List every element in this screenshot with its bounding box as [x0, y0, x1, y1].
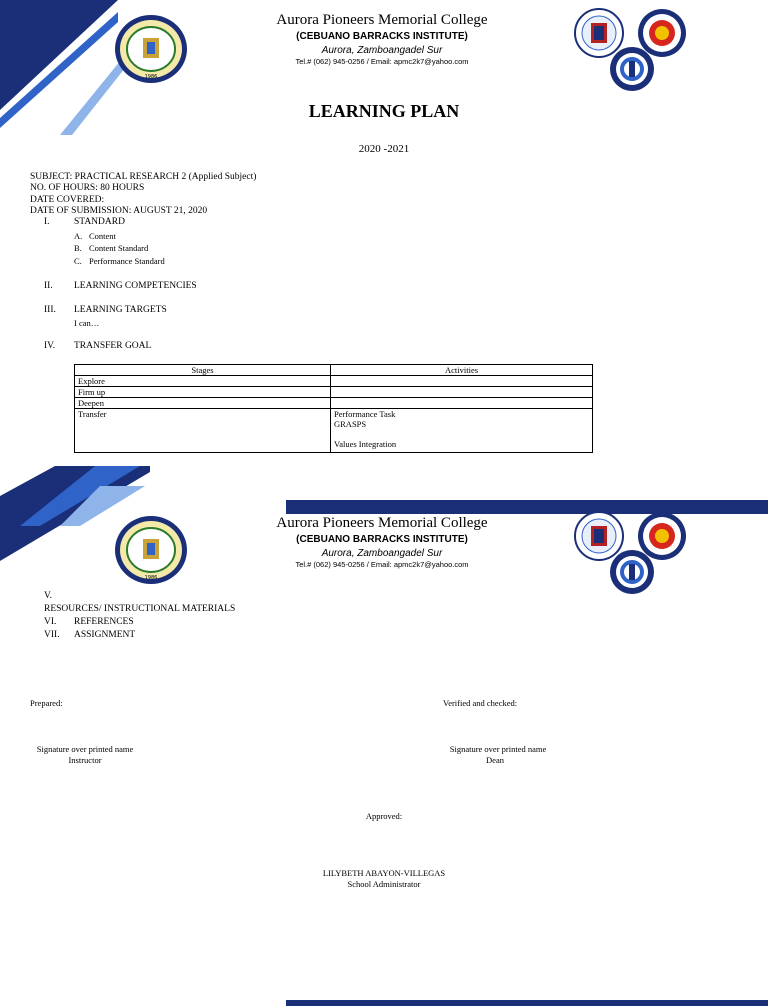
activity-cell: [331, 387, 593, 398]
table-row: [75, 398, 593, 409]
activity-line: Values Integration: [334, 439, 397, 449]
activity-line: Performance Task: [334, 409, 396, 419]
prepared-label: Prepared:: [30, 698, 63, 708]
administrator-role: School Administrator: [347, 879, 421, 889]
college-address: Aurora, Zamboangadel Sur: [321, 45, 443, 56]
table-row: [75, 387, 593, 398]
activity-cell: [331, 409, 593, 453]
college-contact: Tel.# (062) 945-0256 / Email: apmc2k7@yahoo.com: [295, 560, 469, 569]
corner-decoration-top: [0, 0, 130, 135]
table-row: [75, 376, 593, 387]
hours-line: NO. OF HOURS: 80 HOURS: [30, 183, 145, 193]
tesda-seal-logo: [609, 46, 655, 92]
outline-num-6: VI.: [44, 617, 57, 627]
outline-targets: LEARNING TARGETS: [74, 305, 167, 315]
stage-cell: Firm up: [75, 387, 331, 398]
outline-num-7: VII.: [44, 630, 60, 640]
college-name: Aurora Pioneers Memorial College: [276, 515, 488, 531]
activity-cell: [331, 398, 593, 409]
standard-letter-b: B.: [74, 243, 82, 253]
svg-text:1986: 1986: [144, 575, 158, 581]
administrator-name: LILYBETH ABAYON-VILLEGAS: [322, 868, 446, 878]
outline-num-1: I.: [44, 217, 50, 227]
stage-cell: Deepen: [75, 398, 331, 409]
college-name: Aurora Pioneers Memorial College: [276, 12, 488, 28]
outline-num-5: V.: [44, 591, 53, 601]
outline-num-2: II.: [44, 281, 53, 291]
standard-item-b: Content Standard: [89, 243, 149, 253]
approved-label: Approved:: [365, 811, 403, 821]
outline-num-3: III.: [44, 305, 56, 315]
header-bar-top: [286, 500, 768, 514]
college-contact: Tel.# (062) 945-0256 / Email: apmc2k7@yahoo.com: [295, 57, 469, 66]
activity-line: GRASPS: [334, 419, 367, 429]
stage-cell: Transfer: [75, 409, 331, 453]
svg-text:1986: 1986: [144, 74, 158, 80]
school-seal-logo: [114, 14, 188, 84]
stages-table: [74, 364, 593, 453]
stage-cell: Explore: [75, 376, 331, 387]
outline-standard: STANDARD: [74, 217, 125, 227]
outline-transfer-goal: TRANSFER GOAL: [74, 341, 152, 351]
outline-num-4: IV.: [44, 341, 56, 351]
school-year: 2020 -2021: [358, 143, 410, 155]
date-covered-line: DATE COVERED:: [30, 195, 105, 205]
standard-letter-c: C.: [74, 256, 82, 266]
signature-line-right: Signature over printed name: [449, 744, 547, 754]
table-header-row: [75, 365, 593, 376]
activity-cell: [331, 376, 593, 387]
outline-competencies: LEARNING COMPETENCIES: [74, 281, 197, 291]
verified-label: Verified and checked:: [443, 698, 518, 708]
role-dean: Dean: [486, 755, 504, 765]
school-seal-logo: [114, 515, 188, 585]
outline-assignment: ASSIGNMENT: [74, 630, 136, 640]
subject-line: SUBJECT: PRACTICAL RESEARCH 2 (Applied Subject): [30, 172, 257, 182]
signature-line-left: Signature over printed name: [36, 744, 134, 754]
institute-name: (CEBUANO BARRACKS INSTITUTE): [296, 31, 468, 42]
college-address: Aurora, Zamboangadel Sur: [321, 548, 443, 559]
role-instructor: Instructor: [68, 755, 102, 765]
table-row: [75, 409, 593, 453]
document-title: LEARNING PLAN: [308, 101, 460, 121]
submission-line: DATE OF SUBMISSION: AUGUST 21, 2020: [30, 206, 208, 216]
outline-references: REFERENCES: [74, 617, 134, 627]
institute-name: (CEBUANO BARRACKS INSTITUTE): [296, 534, 468, 545]
outline-resources: RESOURCES/ INSTRUCTIONAL MATERIALS: [44, 604, 236, 614]
standard-item-c: Performance Standard: [89, 256, 165, 266]
standard-item-a: Content: [89, 231, 116, 241]
tesda-seal-logo: [609, 549, 655, 595]
col-header-activities: Activities: [331, 365, 593, 376]
col-header-stages: Stages: [75, 365, 331, 376]
footer-bar: [286, 1000, 768, 1006]
standard-letter-a: A.: [74, 231, 83, 241]
targets-sub: I can…: [74, 318, 100, 328]
